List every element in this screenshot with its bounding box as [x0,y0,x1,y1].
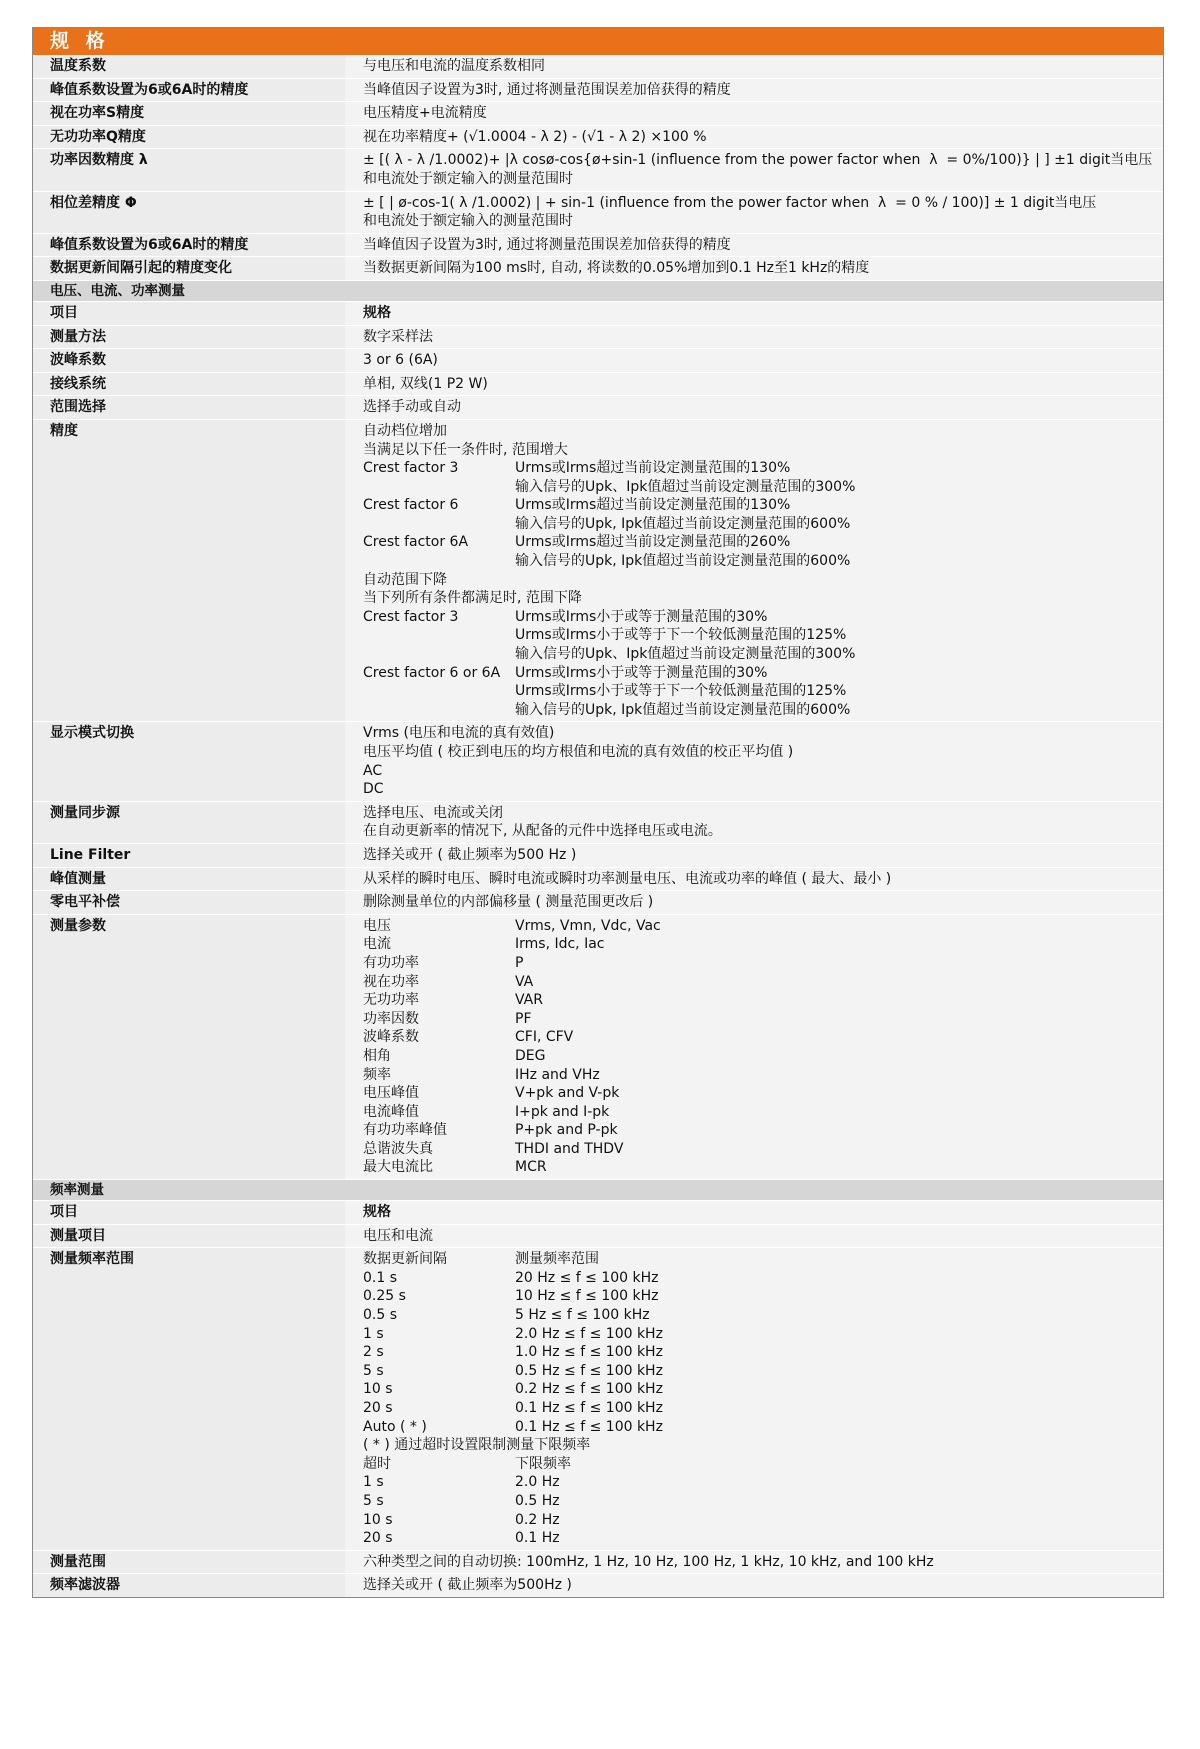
spec-value-pair [363,496,1156,515]
spec-value-detail: MCR [515,1159,547,1176]
spec-value-label: 0.25 s [363,1288,406,1305]
spec-value-label: 当下列所有条件都满足时, 范围下降 [363,590,582,607]
spec-value-line: 规格 [363,1204,391,1221]
spec-value-pair [363,991,1156,1010]
spec-value-detail: VAR [515,992,543,1009]
spec-key: 视在功率S精度 [32,102,345,126]
spec-value-line: 3 or 6 (6A) [363,352,438,369]
spec-value-label: 电压 [363,917,391,934]
spec-row [32,257,1164,281]
spec-table-body [32,55,1164,1597]
spec-value-detail: 0.1 Hz ≤ f ≤ 100 kHz [515,1418,663,1435]
spec-value-pair [363,589,1156,608]
spec-value-detail: 0.2 Hz ≤ f ≤ 100 kHz [515,1381,663,1398]
spec-row [32,1224,1164,1248]
spec-value-label [363,682,515,701]
spec-value-pair [363,1028,1156,1047]
spec-value-detail: 10 Hz ≤ f ≤ 100 kHz [515,1288,659,1305]
spec-value [345,125,1164,149]
spec-value-label: 2 s [363,1344,384,1361]
spec-value-label: Crest factor 6 or 6A [363,664,501,681]
spec-value-detail: Urms或Irms超过当前设定测量范围的130% [515,497,791,514]
spec-value-pair [363,1362,1156,1381]
spec-value-label [363,701,515,720]
spec-row [32,55,1164,78]
spec-value-label: 最大电流比 [363,1159,433,1176]
spec-value-line: 删除测量单位的内部偏移量 ( 测量范围更改后 ) [363,894,654,911]
spec-value-line: 与电压和电流的温度系数相同 [363,58,545,74]
spec-value-label: 有功功率峰值 [363,1122,447,1139]
spec-value-pair [363,1380,1156,1399]
spec-value [345,1248,1164,1551]
spec-key: 测量参数 [32,914,345,1179]
spec-value [345,372,1164,396]
spec-value-pair [363,1140,1156,1159]
spec-value-line: 选择关或开 ( 截止频率为500 Hz ) [363,846,577,863]
spec-title: 规 格 [50,30,110,52]
spec-value-label: 电流 [363,936,391,953]
spec-value-detail: Urms或Irms超过当前设定测量范围的130% [515,460,791,477]
spec-value-label: 有功功率 [363,954,419,971]
spec-key: 无功功率Q精度 [32,125,345,149]
spec-value-detail: 20 Hz ≤ f ≤ 100 kHz [515,1269,659,1286]
spec-key: 波峰系数 [32,349,345,373]
spec-value-detail: 输入信号的Upk、Ipk值超过当前设定测量范围的300% [515,478,856,495]
spec-value-label [363,552,515,571]
spec-value-detail: 输入信号的Upk, Ipk值超过当前设定测量范围的600% [515,515,851,532]
spec-value-label: Auto ( * ) [363,1418,427,1435]
spec-value-label: 0.5 s [363,1307,398,1324]
spec-value-pair [363,935,1156,954]
spec-key: 峰值系数设置为6或6A时的精度 [32,233,345,257]
spec-value-label: 20 s [363,1400,393,1416]
spec-value-detail: 输入信号的Upk, Ipk值超过当前设定测量范围的600% [515,701,851,718]
spec-value-detail: 0.1 Hz [515,1530,560,1547]
spec-value-detail: Urms或Irms小于或等于下一个较低测量范围的125% [515,627,847,644]
spec-value-line: 选择手动或自动 [363,399,461,416]
spec-value [345,722,1164,801]
spec-key: 接线系统 [32,372,345,396]
spec-value [345,55,1164,78]
spec-row [32,149,1164,191]
spec-value-label: 波峰系数 [363,1029,419,1046]
spec-value-line: 电压精度+电流精度 [363,105,487,122]
spec-value-label: 相角 [363,1047,391,1064]
spec-value [345,801,1164,843]
spec-value-detail: Urms或Irms小于或等于测量范围的30% [515,608,768,625]
spec-value-detail: VA [515,973,534,990]
spec-row [32,891,1164,915]
spec-value-line: 电压和电流 [363,1227,433,1244]
spec-value-detail: 2.0 Hz ≤ f ≤ 100 kHz [515,1325,663,1342]
spec-value-label: 5 s [363,1362,384,1379]
spec-value-label: Crest factor 3 [363,608,459,625]
spec-row [32,325,1164,349]
spec-value-pair [363,1473,1156,1492]
spec-value-label: 自动范围下降 [363,571,447,588]
spec-row [32,102,1164,126]
spec-value-detail: PF [515,1010,532,1027]
spec-value-line: ± [ | ø-cos-1( λ /1.0002) | + sin-1 (influence from the power factor when λ = 0 % / 100)] ± 1 digit当电压 [363,194,1097,211]
spec-value-label: 电流峰值 [363,1103,419,1120]
spec-value-line: 从采样的瞬时电压、瞬时电流或瞬时功率测量电压、电流或功率的峰值 ( 最大、最小 ) [363,870,892,887]
spec-value-pair [363,645,1156,664]
spec-value-pair [363,954,1156,973]
spec-value-line: 单相, 双线(1 P2 W) [363,375,488,392]
section-title: 频率测量 [32,1180,1164,1201]
spec-value-pair [363,917,1156,936]
spec-value [345,891,1164,915]
spec-row [32,867,1164,891]
spec-value-pair [363,1492,1156,1511]
spec-value-detail: 测量频率范围 [515,1251,599,1268]
spec-value-line: 规格 [363,304,391,321]
spec-row [32,1248,1164,1551]
spec-value-pair [363,1047,1156,1066]
spec-value [345,1574,1164,1598]
spec-value-pair [363,1250,1156,1269]
spec-value-detail: Urms或Irms小于或等于下一个较低测量范围的125% [515,683,847,700]
spec-value [345,396,1164,420]
spec-value-pair [363,515,1156,534]
spec-key: 相位差精度 Φ [32,191,345,233]
spec-row [32,78,1164,102]
spec-row [32,1574,1164,1598]
spec-row [32,801,1164,843]
spec-value-detail: THDI and THDV [515,1140,624,1157]
spec-value-label: 无功功率 [363,992,419,1009]
spec-key: 项目 [32,301,345,325]
spec-value-detail: IHz and VHz [515,1066,600,1083]
spec-value-line: 和电流处于额定输入的测量范围时 [363,213,573,230]
spec-value-label: 20 s [363,1530,393,1547]
spec-value-pair [363,1121,1156,1140]
spec-value-line: 当数据更新间隔为100 ms时, 自动, 将读数的0.05%增加到0.1 Hz至1 kHz的精度 [363,260,870,277]
spec-value-pair [363,533,1156,552]
spec-row [32,722,1164,801]
spec-value [345,102,1164,126]
spec-value-label: 视在功率 [363,973,419,990]
spec-value-label: 功率因数 [363,1010,419,1027]
spec-title-bar [32,27,1164,55]
spec-key: 项目 [32,1201,345,1225]
spec-value-pair [363,1269,1156,1288]
spec-key: 测量同步源 [32,801,345,843]
spec-value-line: DC [363,781,384,798]
spec-key: 测量项目 [32,1224,345,1248]
spec-key: 峰值系数设置为6或6A时的精度 [32,78,345,102]
spec-value [345,1224,1164,1248]
spec-value-pair [363,1511,1156,1530]
spec-value-line: ± [( λ - λ /1.0002)+ |λ cosø-cos{ø+sin-1 (influence from the power factor when λ = 0%/100)} | ] ±1 digit当电压 [363,152,1153,169]
spec-value [345,233,1164,257]
spec-value-detail [515,1436,1156,1455]
spec-row [32,1550,1164,1574]
spec-value-pair [363,1455,1156,1474]
spec-key: 范围选择 [32,396,345,420]
spec-value-pair [363,664,1156,683]
spec-value [345,349,1164,373]
spec-row [32,419,1164,722]
spec-row [32,914,1164,1179]
spec-value-detail: Vrms, Vmn, Vdc, Vac [515,917,661,934]
spec-key: 测量方法 [32,325,345,349]
spec-key: 温度系数 [32,55,345,78]
spec-key: 显示模式切换 [32,722,345,801]
spec-value-detail: Irms, Idc, Iac [515,936,605,953]
spec-value-detail: Urms或Irms超过当前设定测量范围的260% [515,534,791,551]
spec-value-label: Crest factor 6A [363,534,469,551]
spec-value-label: 1 s [363,1325,384,1342]
spec-value-pair [363,701,1156,720]
spec-value-detail: 1.0 Hz ≤ f ≤ 100 kHz [515,1344,663,1361]
spec-row [32,396,1164,420]
spec-value-pair [363,626,1156,645]
spec-value-pair [363,682,1156,701]
spec-value-pair [363,973,1156,992]
spec-value-pair [363,1066,1156,1085]
spec-value-label: 总谐波失真 [363,1140,433,1157]
spec-value-label: 自动档位增加 [363,422,447,439]
spec-value-detail: P [515,954,524,971]
spec-value-label [363,515,515,534]
spec-value-detail: Urms或Irms小于或等于测量范围的30% [515,664,768,681]
section-title: 电压、电流、功率测量 [32,280,1164,301]
spec-value-pair [363,1306,1156,1325]
spec-value-line: 电压平均值 ( 校正到电压的均方根值和电流的真有效值的校正平均值 ) [363,744,794,760]
spec-value-detail [515,589,1156,608]
spec-value-line: 选择关或开 ( 截止频率为500Hz ) [363,1577,572,1594]
spec-value [345,257,1164,281]
spec-value-detail: 2.0 Hz [515,1474,560,1491]
spec-value [345,1550,1164,1574]
spec-value-detail [515,441,1156,460]
spec-value [345,149,1164,191]
spec-value-pair [363,1529,1156,1548]
spec-value-label: 超时 [363,1455,391,1472]
spec-value-pair [363,1418,1156,1437]
spec-value-label [363,478,515,497]
spec-value-detail: 0.1 Hz ≤ f ≤ 100 kHz [515,1400,663,1416]
spec-value-label: Crest factor 6 [363,497,459,514]
spec-value-label: 频率 [363,1066,391,1083]
spec-row [32,372,1164,396]
spec-value-detail: 0.5 Hz [515,1492,560,1509]
spec-value-pair [363,1436,1156,1455]
spec-value-line: 视在功率精度+ (√1.0004 - λ 2) - (√1 - λ 2) ×100 % [363,128,707,145]
spec-value-line: 当峰值因子设置为3时, 通过将测量范围误差加倍获得的精度 [363,81,731,98]
spec-value-pair [363,1010,1156,1029]
spec-value-line: 当峰值因子设置为3时, 通过将测量范围误差加倍获得的精度 [363,236,731,253]
spec-row [32,191,1164,233]
spec-value-label: 数据更新间隔 [363,1251,447,1268]
spec-value-label: Crest factor 3 [363,460,459,477]
spec-key: 测量频率范围 [32,1248,345,1551]
spec-value-detail [515,422,1156,441]
spec-value-label [363,626,515,645]
spec-row [32,349,1164,373]
spec-value-pair [363,552,1156,571]
spec-key: 频率滤波器 [32,1574,345,1598]
spec-key: 精度 [32,419,345,722]
spec-value-detail: 输入信号的Upk、Ipk值超过当前设定测量范围的300% [515,646,856,663]
spec-value-pair [363,459,1156,478]
spec-value-pair [363,1399,1156,1418]
spec-value [345,191,1164,233]
spec-value-detail: 输入信号的Upk, Ipk值超过当前设定测量范围的600% [515,553,851,570]
spec-row [32,301,1164,325]
spec-value-pair [363,1287,1156,1306]
spec-value-pair [363,1343,1156,1362]
spec-value-line: 六种类型之间的自动切换: 100mHz, 1 Hz, 10 Hz, 100 Hz, 1 kHz, 10 kHz, and 100 kHz [363,1553,934,1570]
spec-row [32,1201,1164,1225]
spec-value-label [363,645,515,664]
spec-value-pair [363,478,1156,497]
spec-value-detail: 0.5 Hz ≤ f ≤ 100 kHz [515,1362,663,1379]
spec-value-line: AC [363,762,383,779]
spec-table [32,55,1164,1598]
spec-value [345,78,1164,102]
spec-value [345,419,1164,722]
spec-value-line: 在自动更新率的情况下, 从配备的元件中选择电压或电流。 [363,823,722,840]
spec-key: 测量范围 [32,1550,345,1574]
spec-value-label: 10 s [363,1381,393,1398]
spec-value-detail: CFI, CFV [515,1029,574,1046]
spec-row [32,843,1164,867]
spec-value-pair [363,608,1156,627]
spec-value-detail: 下限频率 [515,1455,571,1472]
spec-value [345,325,1164,349]
spec-value-label: 电压峰值 [363,1085,419,1102]
spec-value-detail: I+pk and I-pk [515,1103,610,1120]
spec-value-detail: V+pk and V-pk [515,1085,620,1102]
spec-value-pair [363,441,1156,460]
spec-value-detail: 0.2 Hz [515,1511,560,1528]
section-header-row [32,280,1164,301]
spec-key: 功率因数精度 λ [32,149,345,191]
spec-row [32,233,1164,257]
spec-value [345,914,1164,1179]
spec-sheet [32,27,1164,1598]
spec-value-label: ( * ) 通过超时设置限制测量下限频率 [363,1437,591,1454]
spec-value-detail: DEG [515,1047,546,1064]
spec-key: 峰值测量 [32,867,345,891]
spec-value-pair [363,1325,1156,1344]
spec-value [345,867,1164,891]
spec-value-detail: P+pk and P-pk [515,1122,618,1139]
spec-row [32,125,1164,149]
spec-value [345,301,1164,325]
section-header-row [32,1180,1164,1201]
spec-value-pair [363,1158,1156,1177]
spec-value [345,843,1164,867]
spec-value-line: Vrms (电压和电流的真有效值) [363,725,555,742]
spec-key: Line Filter [32,843,345,867]
spec-value-line: 选择电压、电流或关闭 [363,804,503,821]
spec-value-detail [515,571,1156,590]
spec-value-pair [363,1103,1156,1122]
spec-value-label: 当满足以下任一条件时, 范围增大 [363,441,568,458]
spec-value-label: 0.1 s [363,1269,398,1286]
spec-value-label: 5 s [363,1492,384,1509]
spec-value-pair [363,571,1156,590]
spec-value-pair [363,1084,1156,1103]
spec-value-detail: 5 Hz ≤ f ≤ 100 kHz [515,1307,650,1324]
spec-value [345,1201,1164,1225]
spec-value-label: 10 s [363,1511,393,1528]
spec-value-pair [363,422,1156,441]
spec-value-line: 数字采样法 [363,328,433,345]
spec-key: 零电平补偿 [32,891,345,915]
spec-key: 数据更新间隔引起的精度变化 [32,257,345,281]
spec-value-label: 1 s [363,1474,384,1491]
spec-value-line: 和电流处于额定输入的测量范围时 [363,170,573,187]
